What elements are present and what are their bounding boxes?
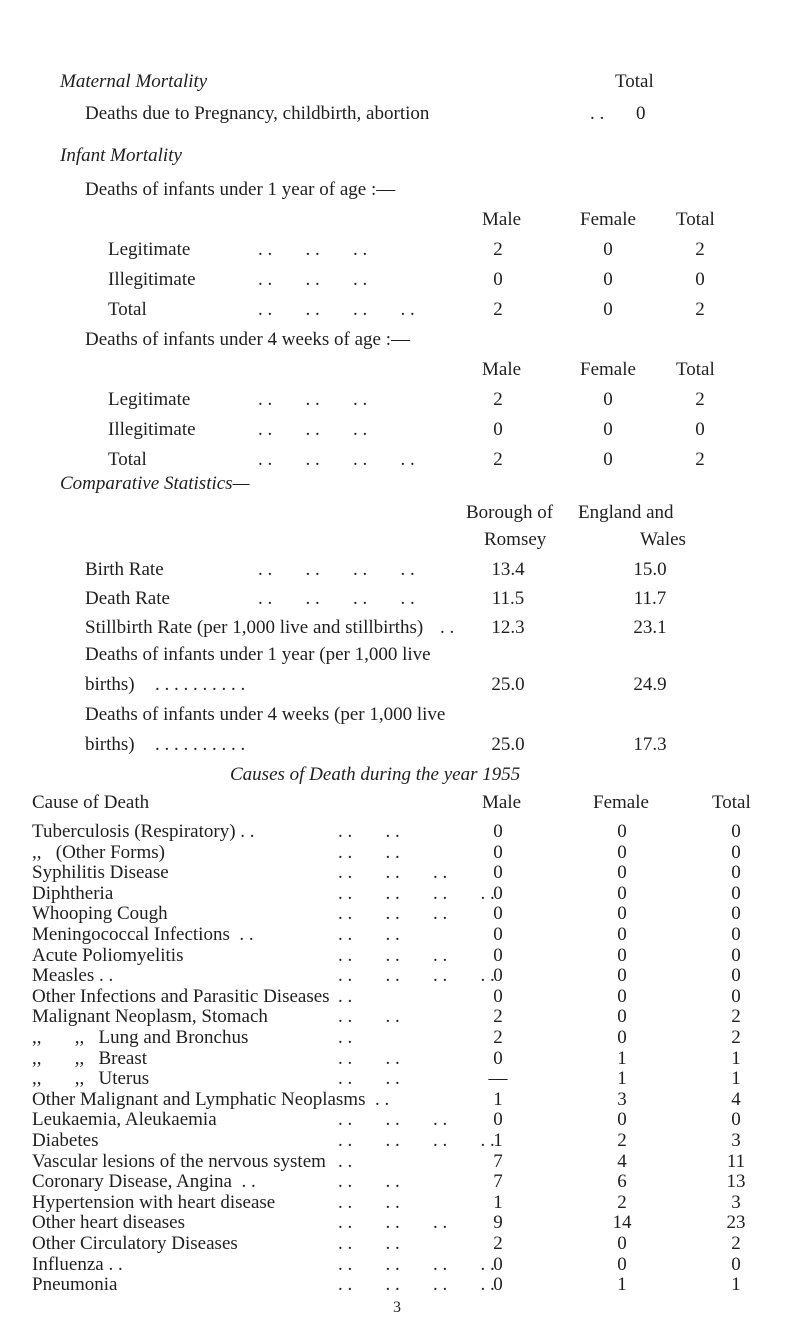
causes-header-male: Male — [482, 792, 522, 813]
female-value: 0 — [617, 1027, 627, 1048]
female-value: 0 — [603, 299, 613, 320]
comp-infant4-dots: . . . . . . . . . . — [155, 734, 246, 755]
cause-label: Acute Poliomyelitis — [32, 944, 184, 966]
infant-under1-header-total: Total — [676, 209, 715, 230]
row-label: Birth Rate — [85, 559, 164, 580]
female-value: 2 — [617, 1130, 627, 1151]
cause-label: Vascular lesions of the nervous system — [32, 1150, 326, 1172]
male-value: 2 — [493, 1006, 503, 1028]
leader-dots: . . . . . . — [338, 1109, 448, 1131]
female-value: 0 — [603, 239, 613, 260]
cause-label: ,, (Other Forms) — [32, 841, 165, 863]
table-row — [0, 1234, 800, 1256]
total-value: 0 — [731, 1109, 741, 1131]
cause-label: Hypertension with heart disease — [32, 1191, 276, 1213]
female-value: 4 — [617, 1150, 627, 1172]
leader-dots: . . . . . . — [258, 239, 368, 260]
england-value: 23.1 — [633, 617, 667, 638]
row-label: Legitimate — [108, 389, 191, 410]
cause-label: Other Infections and Parasitic Diseases — [32, 985, 330, 1007]
female-value: 0 — [617, 985, 627, 1007]
table-row — [0, 966, 800, 988]
maternal-row-dots: . . — [590, 103, 605, 124]
page-number: 3 — [393, 1299, 401, 1316]
total-value: 0 — [731, 821, 741, 842]
leader-dots: . . — [440, 617, 455, 638]
comp-infant4-borough: 25.0 — [491, 734, 525, 755]
female-value: 0 — [603, 449, 613, 470]
cause-label: Diabetes — [32, 1130, 99, 1151]
female-value: 0 — [617, 924, 627, 945]
male-value: 0 — [493, 862, 503, 884]
leader-dots: . . . . . . . . — [338, 965, 495, 987]
leader-dots: . . . . — [338, 821, 400, 842]
male-value: 2 — [493, 1233, 503, 1254]
leader-dots: . . — [338, 1150, 353, 1172]
infant-under4w-header-total: Total — [676, 359, 715, 380]
total-value: 1 — [731, 1068, 741, 1090]
maternal-mortality-heading: Maternal Mortality — [60, 71, 208, 92]
male-value: 0 — [493, 841, 503, 863]
leader-dots: . . . . . . . . — [258, 299, 415, 320]
cause-label: Diphtheria — [32, 882, 114, 904]
female-value: 2 — [617, 1191, 627, 1213]
cause-label: Meningococcal Infections . . — [32, 924, 254, 945]
leader-dots: . . . . . . — [258, 419, 368, 440]
female-value: 0 — [603, 419, 613, 440]
borough-value: 13.4 — [491, 559, 525, 580]
male-value: 0 — [493, 1253, 503, 1275]
causes-header-total: Total — [712, 792, 751, 813]
total-value: 0 — [731, 944, 741, 966]
cause-label: Measles . . — [32, 965, 114, 987]
male-value: 0 — [493, 1274, 503, 1296]
borough-value: 12.3 — [491, 617, 525, 638]
leader-dots: . . . . . . — [258, 269, 368, 290]
male-value: 0 — [493, 944, 503, 966]
female-value: 0 — [617, 862, 627, 884]
comparative-col-england-2: Wales — [640, 529, 686, 550]
leader-dots: . . . . . . — [258, 389, 368, 410]
male-value: 0 — [493, 882, 503, 904]
female-value: 0 — [617, 1253, 627, 1275]
leader-dots: . . . . . . . . — [258, 559, 415, 580]
male-value: 0 — [493, 924, 503, 945]
total-value: 1 — [731, 1047, 741, 1069]
leader-dots: . . . . . . . . — [338, 1274, 495, 1296]
male-value: 0 — [493, 1109, 503, 1131]
table-row — [0, 390, 800, 412]
male-value: 0 — [493, 1047, 503, 1069]
table-row — [0, 240, 800, 262]
comp-infant1-borough: 25.0 — [491, 674, 525, 695]
infant-under1-header-female: Female — [580, 209, 636, 230]
male-value: 0 — [493, 269, 503, 290]
total-value: 0 — [731, 903, 741, 925]
table-row — [0, 863, 800, 885]
total-value: 2 — [695, 299, 705, 320]
female-value: 0 — [617, 1006, 627, 1028]
leader-dots: . . . . — [338, 1233, 400, 1254]
male-value: 0 — [493, 903, 503, 925]
row-label: Legitimate — [108, 239, 191, 260]
table-row — [0, 1275, 800, 1297]
england-value: 15.0 — [633, 559, 667, 580]
leader-dots: . . . . — [338, 1047, 400, 1069]
female-value: 0 — [617, 944, 627, 966]
table-row — [0, 1028, 800, 1050]
total-value: 2 — [695, 389, 705, 410]
cause-label: Syphilitis Disease — [32, 862, 169, 884]
leader-dots: . . . . — [338, 1191, 400, 1213]
infant-under4w-header-male: Male — [482, 359, 522, 380]
comp-infant4-england: 17.3 — [633, 734, 667, 755]
cause-label: Other Malignant and Lymphatic Neoplasms . . — [32, 1088, 390, 1110]
male-value: 1 — [493, 1191, 503, 1213]
total-value: 0 — [695, 269, 705, 290]
comparative-heading: Comparative Statistics— — [60, 473, 250, 494]
male-value: 1 — [493, 1088, 503, 1110]
row-label: Total — [108, 299, 147, 320]
female-value: 0 — [617, 1233, 627, 1254]
leader-dots: . . . . — [338, 841, 400, 863]
infant-under1-intro: Deaths of infants under 1 year of age :— — [85, 179, 396, 200]
infant-under4w-header-female: Female — [580, 359, 636, 380]
male-value: 7 — [493, 1150, 503, 1172]
cause-label: Whooping Cough — [32, 903, 168, 925]
borough-value: 11.5 — [491, 588, 525, 609]
total-value: 0 — [695, 419, 705, 440]
row-label: Total — [108, 449, 147, 470]
total-value: 3 — [731, 1191, 741, 1213]
male-value: 7 — [493, 1171, 503, 1193]
comparative-col-borough-2: Romsey — [484, 529, 547, 550]
table-row — [0, 420, 800, 442]
male-value: 0 — [493, 821, 503, 842]
maternal-row-label: Deaths due to Pregnancy, childbirth, abortion — [85, 103, 430, 124]
female-value: 3 — [617, 1088, 627, 1110]
leader-dots: . . . . . . — [338, 944, 448, 966]
male-value: 2 — [493, 299, 503, 320]
total-value: 0 — [731, 862, 741, 884]
causes-header-female: Female — [593, 792, 649, 813]
comp-infant1-dots: . . . . . . . . . . — [155, 674, 246, 695]
cause-label: Influenza . . — [32, 1253, 123, 1275]
infant-under1-header-male: Male — [482, 209, 522, 230]
cause-label: Coronary Disease, Angina . . — [32, 1171, 256, 1193]
comparative-col-borough-1: Borough of — [466, 502, 554, 523]
cause-label: ,, ,, Lung and Bronchus — [32, 1027, 249, 1048]
total-value: 0 — [731, 841, 741, 863]
male-value: 2 — [493, 239, 503, 260]
row-label: Stillbirth Rate (per 1,000 live and stillbirths) — [85, 617, 424, 638]
total-value: 0 — [731, 1253, 741, 1275]
table-row — [0, 450, 800, 472]
leader-dots: . . . . . . — [338, 1212, 448, 1234]
female-value: 1 — [617, 1274, 627, 1296]
table-row — [0, 822, 800, 844]
maternal-total-header: Total — [615, 71, 654, 92]
cause-label: Other Circulatory Diseases — [32, 1233, 238, 1254]
cause-label: Other heart diseases — [32, 1212, 185, 1234]
leader-dots: . . . . . . . . — [338, 1253, 495, 1275]
total-value: 0 — [731, 924, 741, 945]
table-row — [0, 300, 800, 322]
england-value: 11.7 — [633, 588, 667, 609]
total-value: 11 — [726, 1150, 746, 1172]
leader-dots: . . . . . . . . — [338, 1130, 495, 1151]
leader-dots: . . — [338, 1027, 353, 1048]
leader-dots: . . . . — [338, 924, 400, 945]
comp-infant1-line1: Deaths of infants under 1 year (per 1,000 live — [85, 644, 431, 665]
leader-dots: . . . . . . . . — [338, 882, 495, 904]
male-value: 0 — [493, 419, 503, 440]
male-value: 0 — [493, 985, 503, 1007]
cause-label: ,, ,, Uterus — [32, 1068, 150, 1090]
cause-label: Leukaemia, Aleukaemia — [32, 1109, 217, 1131]
female-value: 1 — [617, 1068, 627, 1090]
leader-dots: . . . . . . . . — [258, 588, 415, 609]
table-row — [0, 589, 800, 611]
male-value: 1 — [493, 1130, 503, 1151]
male-value: 0 — [493, 965, 503, 987]
maternal-row-value: 0 — [636, 103, 646, 124]
cause-label: Pneumonia — [32, 1274, 118, 1296]
female-value: 1 — [617, 1047, 627, 1069]
total-value: 2 — [731, 1233, 741, 1254]
leader-dots: . . — [338, 985, 353, 1007]
table-row — [0, 1069, 800, 1091]
male-value: 9 — [493, 1212, 503, 1234]
total-value: 3 — [731, 1130, 741, 1151]
female-value: 0 — [617, 965, 627, 987]
total-value: 0 — [731, 882, 741, 904]
cause-label: Malignant Neoplasm, Stomach — [32, 1006, 268, 1028]
female-value: 6 — [617, 1171, 627, 1193]
leader-dots: . . . . — [338, 1068, 400, 1090]
row-label: Death Rate — [85, 588, 170, 609]
infant-mortality-heading: Infant Mortality — [60, 145, 182, 166]
total-value: 4 — [731, 1088, 741, 1110]
female-value: 0 — [617, 882, 627, 904]
leader-dots: . . . . — [338, 1006, 400, 1028]
row-label: Illegitimate — [108, 419, 196, 440]
leader-dots: . . . . . . . . — [258, 449, 415, 470]
male-value: 2 — [493, 449, 503, 470]
table-row — [0, 925, 800, 947]
comp-infant4-line2: births) — [85, 734, 135, 755]
cause-label: ,, ,, Breast — [32, 1047, 148, 1069]
female-value: 0 — [617, 821, 627, 842]
female-value: 0 — [603, 269, 613, 290]
comp-infant1-england: 24.9 — [633, 674, 667, 695]
cause-label: Tuberculosis (Respiratory) . . — [32, 821, 255, 842]
female-value: 0 — [617, 903, 627, 925]
male-value: 2 — [493, 1027, 503, 1048]
female-value: 0 — [617, 841, 627, 863]
table-row — [0, 270, 800, 292]
infant-under4w-intro: Deaths of infants under 4 weeks of age :— — [85, 329, 411, 350]
table-row — [0, 1172, 800, 1194]
comparative-col-england-1: England and — [578, 502, 674, 523]
total-value: 23 — [726, 1212, 746, 1234]
total-value: 13 — [726, 1171, 746, 1193]
leader-dots: . . . . — [338, 1171, 400, 1193]
female-value: 14 — [612, 1212, 632, 1234]
causes-header-cause: Cause of Death — [32, 792, 150, 813]
comp-infant4-line1: Deaths of infants under 4 weeks (per 1,000 live — [85, 704, 446, 725]
total-value: 2 — [731, 1006, 741, 1028]
total-value: 2 — [695, 449, 705, 470]
table-row — [0, 1131, 800, 1153]
total-value: 1 — [731, 1274, 741, 1296]
leader-dots: . . . . . . — [338, 862, 448, 884]
female-value: 0 — [617, 1109, 627, 1131]
comp-infant1-line2: births) — [85, 674, 135, 695]
total-value: 2 — [695, 239, 705, 260]
table-row — [0, 618, 800, 640]
row-label: Illegitimate — [108, 269, 196, 290]
causes-title: Causes of Death during the year 1955 — [230, 764, 521, 785]
total-value: 2 — [731, 1027, 741, 1048]
leader-dots: . . . . . . — [338, 903, 448, 925]
male-value: — — [488, 1068, 508, 1090]
table-row — [0, 560, 800, 582]
female-value: 0 — [603, 389, 613, 410]
total-value: 0 — [731, 965, 741, 987]
male-value: 2 — [493, 389, 503, 410]
total-value: 0 — [731, 985, 741, 1007]
